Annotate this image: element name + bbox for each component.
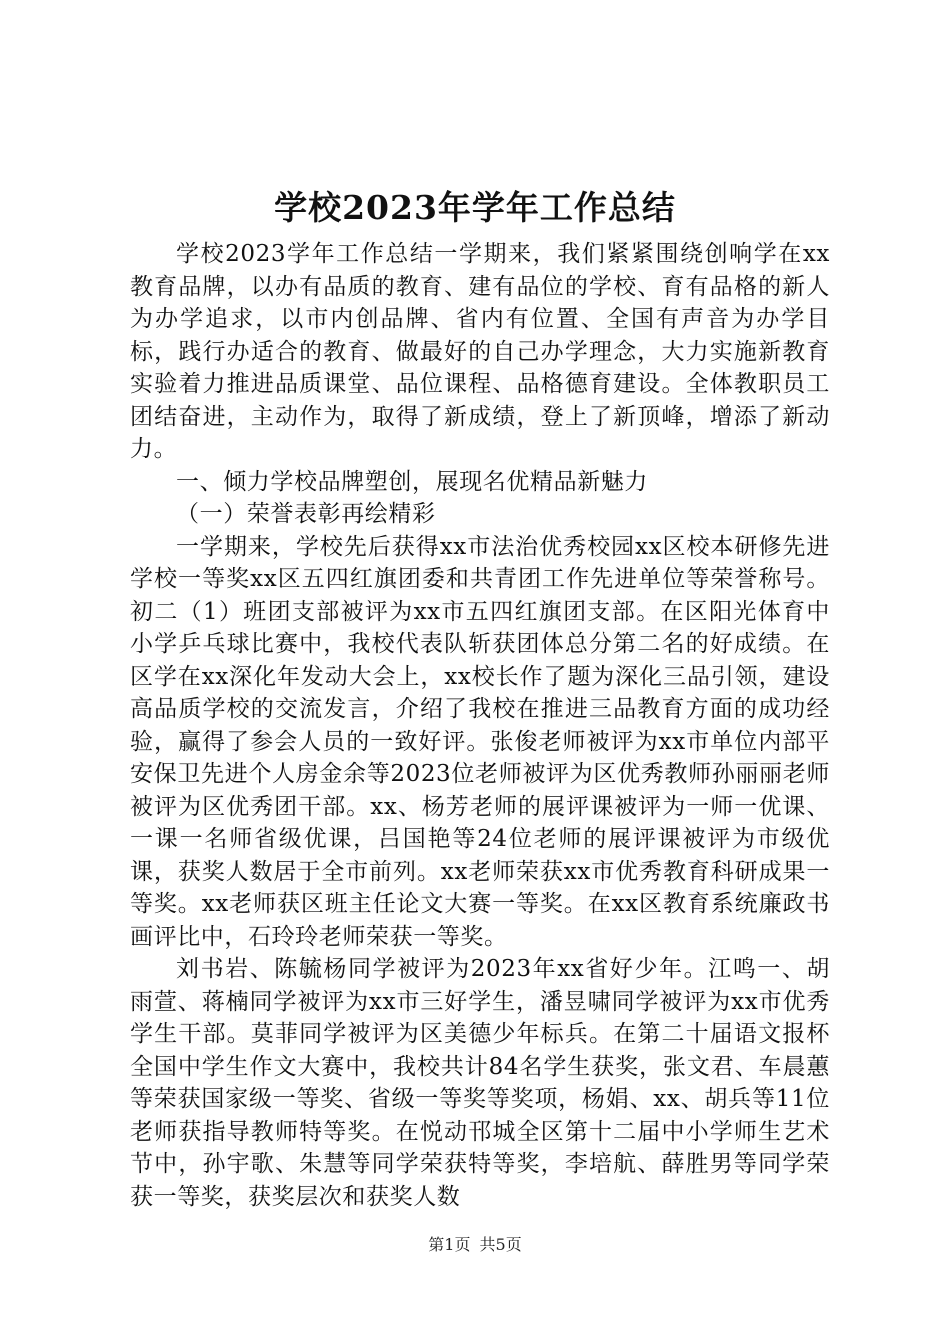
page-total: 共5页 (479, 1235, 522, 1254)
honors-paragraph: 一学期来，学校先后获得xx市法治优秀校园xx区校本研修先进学校一等奖xx区五四红旗团委和共青团工作先进单位等荣誉称号。初二（1）班团支部被评为xx市五四红旗团支部。在区阳光体育中小学乒乓球比赛中，我校代表队斩获团体总分第二名的好成绩。在区学在xx深化年发动大会上，xx校长作了题为深化三品引领，建设高品质学校的交流发言，介绍了我校在推进三品教育方面的成功经验，赢得了参会人员的一致好评。张俊老师被评为xx市单位内部平安保卫先进个人房金余等2023位老师被评为区优秀教师孙丽丽老师被评为区优秀团干部。xx、杨芳老师的展评课被评为一师一优课、一课一名师省级优课，吕国艳等24位老师的展评课被评为市级优课，获奖人数居于全市前列。xx老师荣获xx市优秀教育科研成果一等奖。xx老师获区班主任论文大赛一等奖。在xx区教育系统廉政书画评比中，石玲玲老师荣获一等奖。 (130, 533, 830, 950)
page-number: 第1页 (428, 1235, 471, 1254)
section-heading: 一、倾力学校品牌塑创，展现名优精品新魅力 (176, 468, 648, 495)
students-paragraph: 刘书岩、陈毓杨同学被评为2023年xx省好少年。江鸣一、胡雨萱、蒋楠同学被评为xx市三好学生，潘昱啸同学被评为xx市优秀学生干部。莫菲同学被评为区美德少年标兵。在第二十届语文报杯全国中学生作文大赛中，我校共计84名学生获奖，张文君、车晨蕙等荣获国家级一等奖、省级一等奖等奖项，杨娟、xx、胡兵等11位老师获指导教师特等奖。在悦动邗城全区第十二届中小学师生艺术节中，孙宇歌、朱慧等同学荣获特等奖，李培航、薛胜男等同学荣获一等奖，获奖层次和获奖人数 (130, 956, 830, 1210)
page-footer (0, 1234, 950, 1256)
intro-paragraph: 学校2023学年工作总结一学期来，我们紧紧围绕创响学在xx教育品牌，以办有品质的教育、建有品位的学校、育有品格的新人为办学追求，以市内创品牌、省内有位置、全国有声音为办学目标，践行办适合的教育、做最好的自己办学理念，大力实施新教育实验着力推进品质课堂、品位课程、品格德育建设。全体教职员工团结奋进，主动作为，取得了新成绩，登上了新顶峰，增添了新动力。 (130, 241, 830, 462)
document-title: 学校2023年学年工作总结 (274, 188, 676, 227)
document-body (130, 238, 830, 1213)
subsection-heading: （一）荣誉表彰再绘精彩 (176, 501, 436, 527)
